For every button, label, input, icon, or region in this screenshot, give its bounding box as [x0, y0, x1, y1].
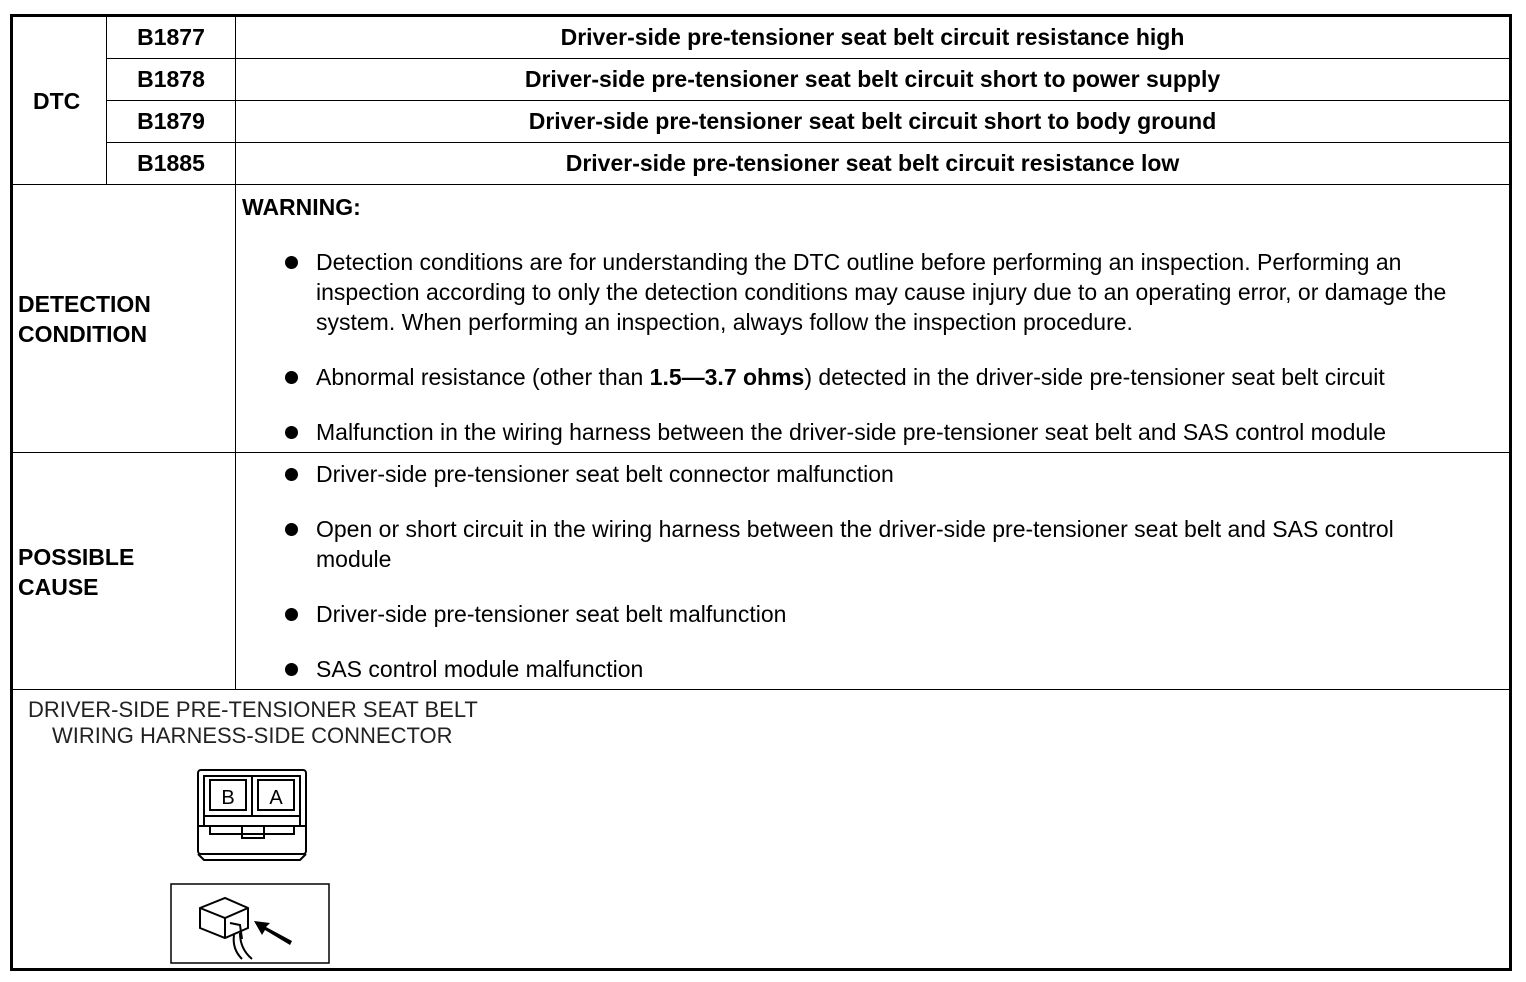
- bullet-icon: [285, 256, 298, 269]
- cause-bullet: Driver-side pre-tensioner seat belt connector malfunction: [316, 461, 894, 487]
- dtc-description: Driver-side pre-tensioner seat belt circuit short to power supply: [524, 66, 1221, 92]
- warning-heading: WARNING:: [242, 194, 361, 220]
- row-divider: [107, 142, 1509, 143]
- diagram-caption-line2: WIRING HARNESS-SIDE CONNECTOR: [52, 723, 453, 748]
- row-divider: [107, 100, 1509, 101]
- terminal-b-label: B: [221, 787, 235, 809]
- bullet-icon: [285, 523, 298, 536]
- bullet-icon: [285, 426, 298, 439]
- dtc-description: Driver-side pre-tensioner seat belt circuit resistance high: [560, 24, 1185, 50]
- cause-bullet: SAS control module malfunction: [316, 656, 644, 682]
- connector-diagram: [190, 764, 315, 864]
- bullet-icon: [285, 663, 298, 676]
- detection-bullet: Malfunction in the wiring harness between the driver-side pre-tensioner seat belt and SAS control module: [316, 419, 1387, 445]
- dtc-code: B1885: [137, 150, 205, 176]
- dtc-label: DTC: [33, 88, 81, 114]
- row-divider: [107, 58, 1509, 59]
- detection-label-line2: CONDITION: [18, 321, 148, 347]
- section-divider: [13, 184, 1509, 185]
- bullet-icon: [285, 468, 298, 481]
- view-direction-icon: [170, 883, 330, 965]
- cause-bullet: Driver-side pre-tensioner seat belt malfunction: [316, 601, 787, 627]
- section-divider: [13, 452, 1509, 453]
- dtc-description: Driver-side pre-tensioner seat belt circuit short to body ground: [528, 108, 1217, 134]
- dtc-code: B1877: [137, 24, 205, 50]
- detection-label-line1: DETECTION: [18, 291, 151, 317]
- detection-bullet: Detection conditions are for understanding the DTC outline before performing an inspection. Performing an inspection according to only the detection conditions may cause injury due to an operating error, or damage the system. When performing an inspection, always follow the inspection procedure.: [316, 249, 1447, 335]
- bullet-icon: [285, 608, 298, 621]
- dtc-code: B1878: [137, 66, 205, 92]
- cause-label-line2: CAUSE: [18, 574, 99, 600]
- bullet-icon: [285, 371, 298, 384]
- diagram-caption-line1: DRIVER-SIDE PRE-TENSIONER SEAT BELT: [28, 697, 478, 722]
- dtc-description: Driver-side pre-tensioner seat belt circuit resistance low: [565, 150, 1180, 176]
- cause-bullet: Open or short circuit in the wiring harness between the driver-side pre-tensioner seat belt and SAS control module: [316, 516, 1394, 572]
- dtc-code: B1879: [137, 108, 205, 134]
- section-divider: [13, 689, 1509, 690]
- resistance-range: 1.5—3.7 ohms: [649, 364, 805, 390]
- cause-label-line1: POSSIBLE: [18, 544, 135, 570]
- detection-bullet-text: ) detected in the driver-side pre-tensioner seat belt circuit: [804, 364, 1385, 390]
- terminal-a-label: A: [269, 787, 283, 809]
- detection-bullet: [316, 362, 1496, 392]
- detection-bullet-text: Abnormal resistance (other than: [316, 364, 650, 390]
